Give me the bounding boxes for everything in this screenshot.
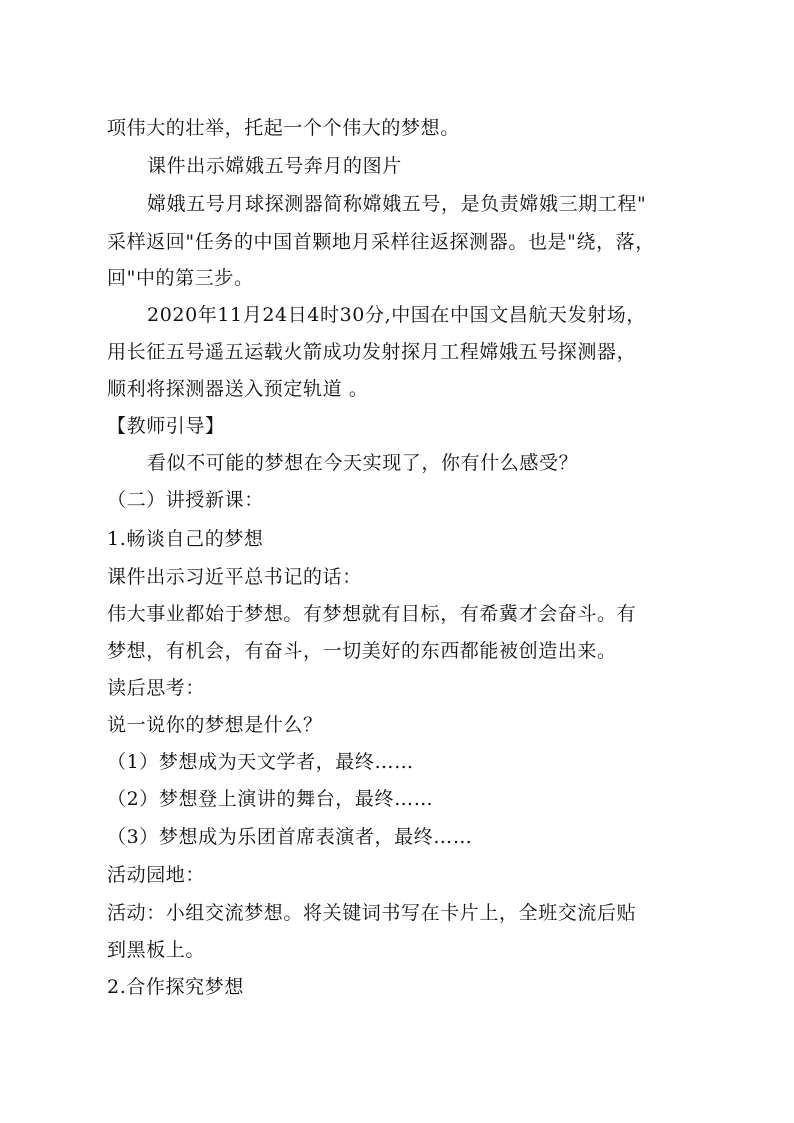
section-heading: （二）讲授新课： bbox=[107, 489, 264, 511]
paragraph-line: 看似不可能的梦想在今天实现了，你有什么感受？ bbox=[147, 452, 579, 474]
paragraph-line: 读后思考： bbox=[107, 677, 206, 699]
list-item: （1）梦想成为天文学者，最终…… bbox=[107, 751, 414, 773]
paragraph-line: 课件出示嫦娥五号奔月的图片 bbox=[147, 155, 402, 177]
paragraph-line: 回"中的第三步。 bbox=[107, 267, 254, 289]
paragraph-line: 课件出示习近平总书记的话： bbox=[107, 566, 362, 588]
list-item: （3）梦想成为乐团首席表演者，最终…… bbox=[107, 826, 473, 848]
paragraph-line: 活动：小组交流梦想。将关键词书写在卡片上，全班交流后贴 bbox=[107, 902, 637, 924]
paragraph-line: 用长征五号遥五运载火箭成功发射探月工程嫦娥五号探测器， bbox=[107, 341, 637, 363]
paragraph-line: 活动园地： bbox=[107, 864, 206, 886]
paragraph-line: 到黑板上。 bbox=[107, 939, 206, 961]
list-item: （2）梦想登上演讲的舞台，最终…… bbox=[107, 788, 434, 810]
subsection-heading: 1.畅谈自己的梦想 bbox=[107, 528, 264, 550]
quote-line: 伟大事业都始于梦想。有梦想就有目标，有希冀才会奋斗。有 bbox=[107, 603, 637, 625]
paragraph-line: 顺利将探测器送入预定轨道 。 bbox=[107, 378, 369, 400]
paragraph-line: 采样返回"任务的中国首颗地月采样往返探测器。也是"绕，落， bbox=[107, 231, 655, 253]
section-heading: 【教师引导】 bbox=[107, 415, 225, 437]
paragraph-line: 2020年11月24日4时30分,中国在中国文昌航天发射场， bbox=[147, 304, 647, 326]
paragraph-line: 说一说你的梦想是什么？ bbox=[107, 714, 323, 736]
paragraph-line: 项伟大的壮举，托起一个个伟大的梦想。 bbox=[107, 117, 460, 139]
quote-line: 梦想，有机会，有奋斗，一切美好的东西都能被创造出来。 bbox=[107, 640, 617, 662]
paragraph-line: 嫦娥五号月球探测器简称嫦娥五号，是负责嫦娥三期工程" bbox=[147, 193, 647, 215]
subsection-heading: 2.合作探究梦想 bbox=[107, 976, 244, 998]
